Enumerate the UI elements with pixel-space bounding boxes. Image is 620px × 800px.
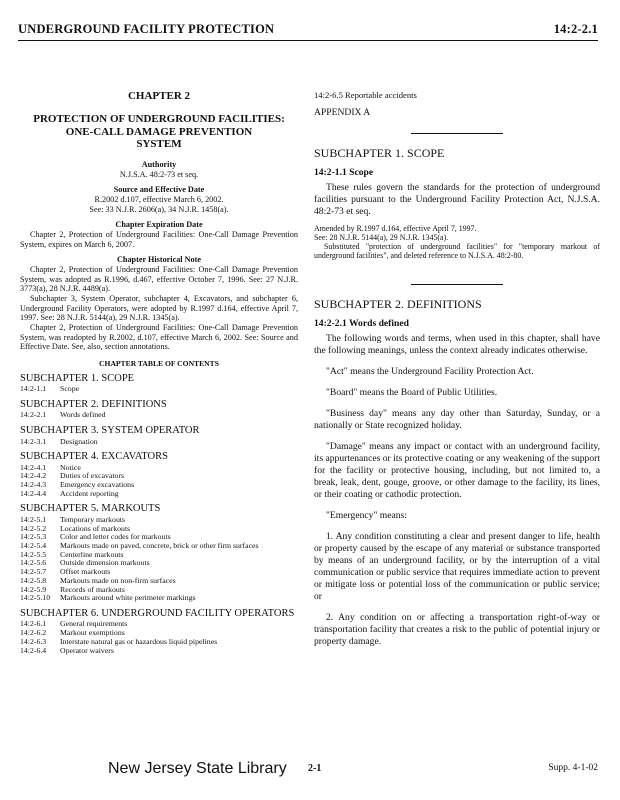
amendment-note: [314, 224, 600, 260]
toc-subchapter-heading: SUBCHAPTER 4. EXCAVATORS: [20, 451, 168, 463]
right-column: [314, 90, 600, 657]
historical-note: Chapter 2, Protection of Underground Facilities: One-Call Damage Prevention System, was adopted as R.1996, d.467, effective October 7, 1996. See: 27 N.J.R. 3773(a), 28 N.J.R. 4489(a).: [20, 264, 298, 294]
toc-section-title: Operator waivers: [60, 645, 114, 655]
toc-section-title: Scope: [60, 384, 80, 394]
toc-section-title: Words defined: [60, 410, 106, 420]
section-intro: The following words and terms, when used in this chapter, shall have the following meanings, unless the context already indicates otherwise.: [314, 332, 600, 356]
chapter-subtitle: [20, 113, 298, 151]
toc-section-title: Notice: [60, 462, 81, 472]
toc-subchapter-heading: SUBCHAPTER 5. MARKOUTS: [20, 503, 161, 515]
toc-section-title: Markout exemptions: [60, 628, 125, 638]
left-column: [20, 90, 298, 655]
source-line: R.2002 d.107, effective March 6, 2002.: [94, 194, 224, 204]
authority-text: N.J.S.A. 48:2-73 et seq.: [119, 169, 199, 179]
toc-row: [20, 411, 298, 420]
toc-section-number: 14:2-6.1: [20, 619, 47, 629]
toc-section-number: 14:2-5.10: [20, 593, 51, 603]
toc-section-number: 14:2-4.3: [20, 480, 47, 490]
toc-section-title: Accident reporting: [60, 488, 119, 498]
toc-section-number: 14:2-5.3: [20, 532, 47, 542]
definition: "Board" means the Board of Public Utilities.: [326, 386, 498, 398]
toc-continuation-item: 14:2-6.5 Reportable accidents: [314, 90, 417, 100]
toc-section-number: 14:2-5.7: [20, 567, 47, 577]
toc-section-title: Interstate natural gas or hazardous liquid pipelines: [60, 636, 218, 646]
toc-section-number: 14:2-6.4: [20, 645, 47, 655]
subchapter-heading: SUBCHAPTER 1. SCOPE: [314, 145, 445, 160]
page-number: 2-1: [308, 763, 322, 774]
toc-section-number: 14:2-4.1: [20, 462, 47, 472]
definition: "Damage" means any impact or contact with an underground facility, its appurtenances or its protective coating or any weakening of the support for the facility or protective housing, including, but not limited to, a break, leak, dent, gouge, groove, or other damage to the facility, its lines, or their coating or cathodic protection.: [314, 440, 600, 500]
toc-section-number: 14:2-5.1: [20, 514, 47, 524]
historical-heading: Chapter Historical Note: [117, 255, 201, 265]
toc-subchapter-heading: SUBCHAPTER 3. SYSTEM OPERATOR: [20, 425, 200, 437]
toc-section-number: 14:2-3.1: [20, 436, 47, 446]
toc-row: [20, 438, 298, 447]
source-line: See: 33 N.J.R. 2606(a), 34 N.J.R. 1458(a).: [89, 204, 229, 214]
toc-section-title: Outside dimension markouts: [60, 558, 150, 568]
chapter-title: CHAPTER 2: [127, 90, 191, 102]
section-text: These rules govern the standards for the protection of underground facilities pursuant to the Underground Facility Protection Act, N.J.S.A. 48:2-73 et seq.: [314, 181, 600, 217]
expiration-heading: Chapter Expiration Date: [115, 220, 203, 230]
source-heading: Source and Effective Date: [113, 185, 205, 195]
toc-section-number: 14:2-5.9: [20, 584, 47, 594]
definition: "Act" means the Underground Facility Protection Act.: [326, 365, 534, 377]
toc-section-number: 14:2-2.1: [20, 410, 47, 420]
toc-row: [20, 385, 298, 394]
toc-section-title: Emergency excavations: [60, 480, 135, 490]
header-title: UNDERGROUND FACILITY PROTECTION: [18, 22, 275, 36]
amendment-line: See: 28 N.J.R. 5144(a), 29 N.J.R. 1345(a).: [314, 232, 449, 242]
amendment-paragraph: Substituted "protection of underground facilities" for "temporary markout of underground facilities", and deleted reference to N.J.S.A. 48:2-80.: [314, 241, 600, 260]
subtitle-line: PROTECTION OF UNDERGROUND FACILITIES:: [33, 112, 285, 125]
appendix-label: APPENDIX A: [314, 106, 371, 118]
definition: 2. Any condition on or affecting a transportation right-of-way or transportation facility that creates a risk to the public of potential injury or property damage.: [314, 611, 600, 647]
toc-subchapter-heading: SUBCHAPTER 2. DEFINITIONS: [20, 399, 167, 411]
toc-section-title: Locations of markouts: [60, 523, 131, 533]
toc-section-number: 14:2-1.1: [20, 384, 47, 394]
toc-section-title: Color and letter codes for markouts: [60, 532, 171, 542]
toc-section-title: Centerline markouts: [60, 549, 124, 559]
toc-section-title: Temporary markouts: [60, 514, 126, 524]
subtitle-line: ONE-CALL DAMAGE PREVENTION: [65, 125, 253, 138]
running-header: [18, 18, 598, 41]
definition: "Emergency" means:: [326, 509, 407, 521]
page-footer: [0, 760, 620, 790]
subtitle-line: SYSTEM: [136, 138, 182, 151]
toc-row: [20, 594, 298, 603]
toc-row: [20, 490, 298, 499]
expiration-text: Chapter 2, Protection of Underground Facilities: One-Call Damage Prevention System, expires on March 6, 2007.: [20, 229, 298, 249]
toc-subchapter-heading: SUBCHAPTER 6. UNDERGROUND FACILITY OPERATORS: [20, 608, 295, 620]
toc-section-number: 14:2-4.2: [20, 471, 47, 481]
historical-note: Subchapter 3, System Operator, subchapter 4, Excavators, and subchapter 6, Underground Facility Operators, were adopted by R.1997 d.164, effective April 7, 1997. See: 28 N.J.R. 5144(a), 29 N.J.R. 1345(a).: [20, 293, 298, 323]
historical-note: Chapter 2, Protection of Underground Facilities: One-Call Damage Prevention System, was readopted by R.2002, d.107, effective March 6, 2002. See: Source and Effective Date. See, also, section annotations.: [20, 322, 298, 352]
section-heading: 14:2-1.1 Scope: [314, 166, 374, 178]
toc-heading: CHAPTER TABLE OF CONTENTS: [99, 358, 219, 368]
toc-section-title: General requirements: [60, 619, 128, 629]
definition: "Business day" means any day other than Saturday, Sunday, or a nationally or State recognized holiday.: [314, 407, 600, 431]
toc-section-number: 14:2-5.4: [20, 541, 47, 550]
toc-section-number: 14:2-5.6: [20, 558, 47, 568]
toc-section-number: 14:2-4.4: [20, 488, 47, 498]
section-heading: 14:2-2.1 Words defined: [314, 317, 409, 329]
header-section-number: 14:2-2.1: [553, 22, 598, 36]
toc-row: [20, 647, 298, 656]
toc-section-title: Duties of excavators: [60, 471, 125, 481]
toc-section-title: Markouts made on non-firm surfaces: [60, 575, 176, 585]
toc-section-number: 14:2-5.5: [20, 549, 47, 559]
toc-section-number: 14:2-6.3: [20, 636, 47, 646]
toc-section-title: Designation: [60, 436, 98, 446]
toc-section-title: Markouts around white perimeter markings: [60, 593, 196, 603]
library-name: New Jersey State Library: [108, 760, 287, 777]
authority-heading: Authority: [141, 159, 177, 169]
toc-section-title: Markouts made on paved, concrete, brick or other firm surfaces: [60, 541, 259, 550]
section-divider: [411, 284, 503, 285]
section-divider: [411, 133, 503, 134]
subchapter-heading: SUBCHAPTER 2. DEFINITIONS: [314, 296, 482, 311]
toc-section-title: Records of markouts: [60, 584, 125, 594]
definition: 1. Any condition constituting a clear and present danger to life, health or property caused by the escape of any material or substance transported by means of an underground facility, or by the interruption of a vital communication or public service that requires immediate action to prevent or mitigate loss or potential loss of the communication or public service; or: [314, 530, 600, 602]
toc-section-number: 14:2-5.8: [20, 575, 47, 585]
toc-section-title: Offset markouts: [60, 567, 111, 577]
toc-section-number: 14:2-5.2: [20, 523, 47, 533]
table-of-contents: [20, 373, 298, 655]
toc-section-number: 14:2-6.2: [20, 628, 47, 638]
toc-subchapter-heading: SUBCHAPTER 1. SCOPE: [20, 372, 135, 384]
amendment-line: Amended by R.1997 d.164, effective April 7, 1997.: [314, 223, 477, 233]
supplement-date: Supp. 4-1-02: [548, 763, 598, 773]
